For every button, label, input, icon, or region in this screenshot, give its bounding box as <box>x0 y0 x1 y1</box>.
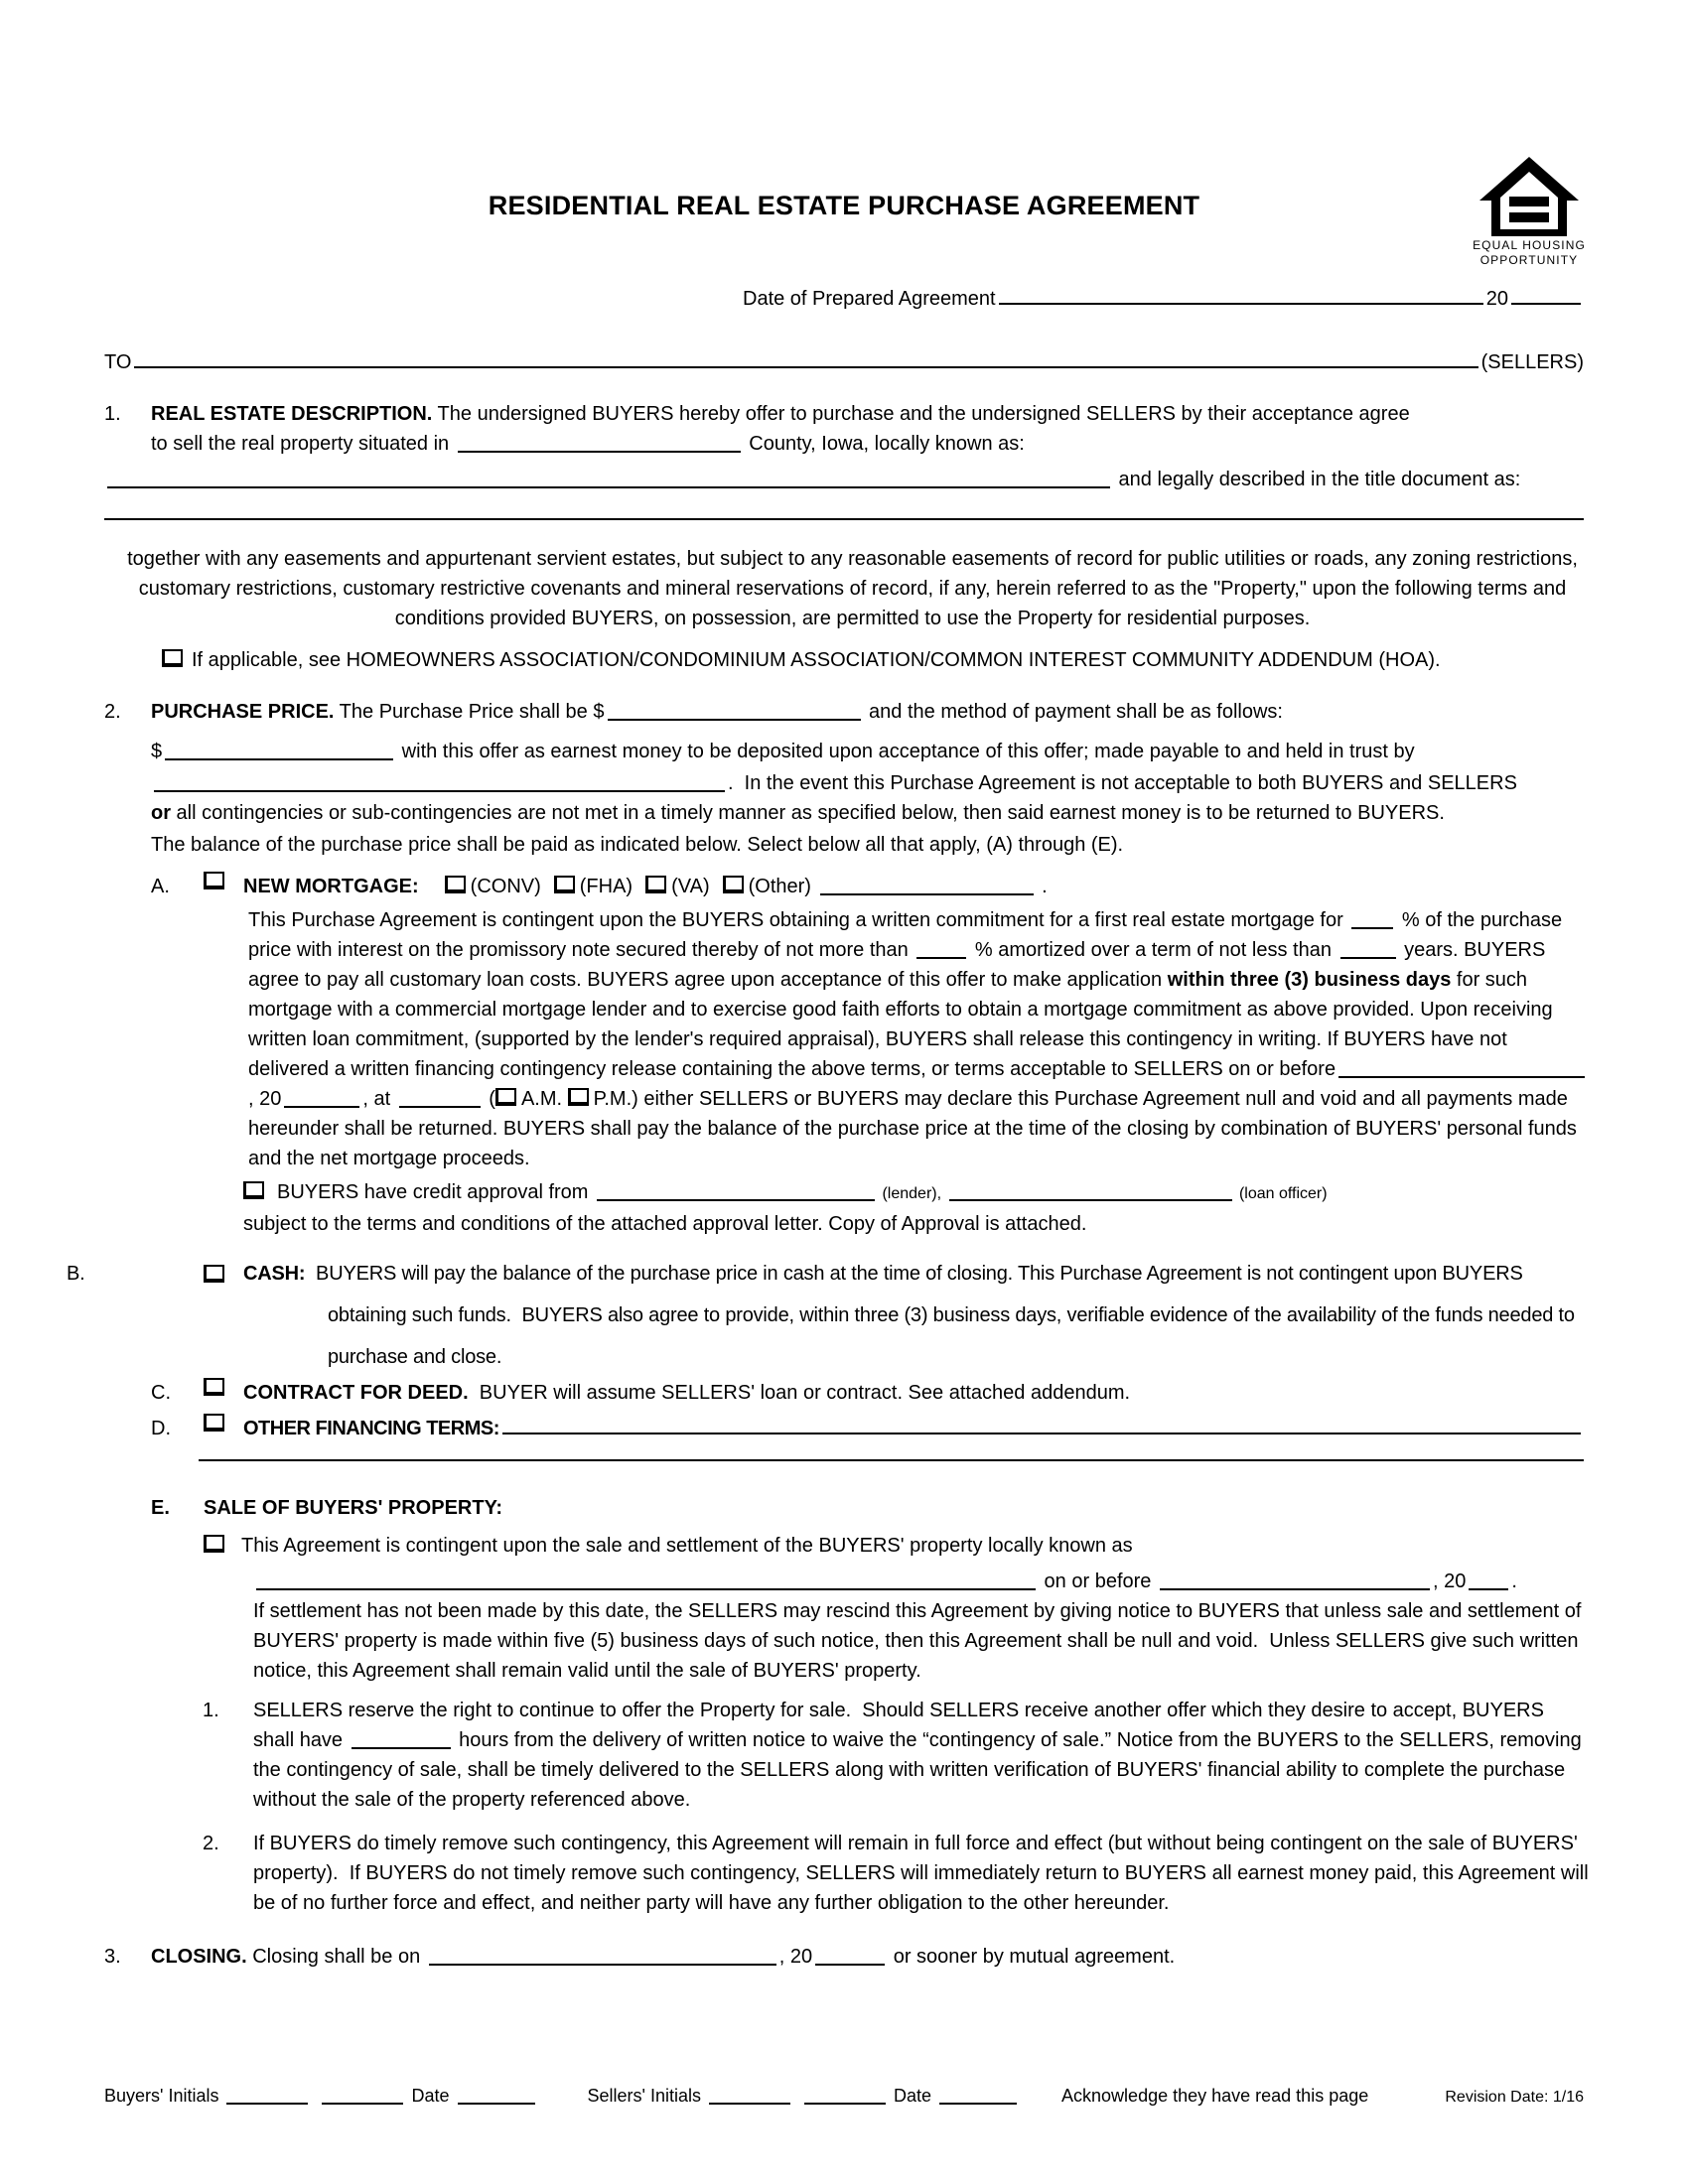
text-run: Date <box>406 2086 455 2106</box>
text-run: (CONV) <box>470 876 541 897</box>
text-run: CLOSING. <box>151 1946 247 1968</box>
equal-housing-house-icon <box>1464 157 1595 238</box>
section-number: 2. <box>104 701 121 723</box>
checkbox-icon[interactable] <box>645 876 666 893</box>
blank-field[interactable] <box>399 1090 481 1108</box>
text-run: and legally described in the title document as: <box>1113 469 1521 490</box>
blank-field[interactable] <box>226 2089 308 2105</box>
text-run: to sell the real property situated in <box>151 433 455 455</box>
text-run: BUYER will assume SELLERS' loan or contract. See attached addendum. <box>468 1382 1131 1404</box>
sub-item-number: 2. <box>203 1833 219 1854</box>
blank-field[interactable] <box>107 471 1110 488</box>
text-run: . <box>1511 1570 1517 1592</box>
text-run: If applicable, see HOMEOWNERS ASSOCIATION/CONDOMINIUM ASSOCIATION/COMMON INTEREST COMMUNITY ADDENDUM (HOA). <box>192 649 1441 671</box>
spacer <box>538 2101 588 2102</box>
text-run: all contingencies or sub-contingencies are not met in a timely manner as specified below, then said earnest money is to be returned to BUYERS. <box>171 802 1445 824</box>
blank-field[interactable] <box>458 2089 535 2105</box>
text-run: hours from the delivery of written notice to waive the “contingency of sale.” Notice from the BUYERS to the SELLERS, removing the contingency of sale, shall be timely delivered to the SELLERS along with written verification of BUYERS' financial ability to complete the purchase without the sale of the property referenced above. <box>253 1729 1582 1811</box>
blank-field[interactable] <box>608 703 861 721</box>
logo-text-line2: OPPORTUNITY <box>1479 253 1579 267</box>
item-letter: D. <box>151 1418 171 1439</box>
text-run: PURCHASE PRICE. <box>151 701 335 723</box>
blank-field[interactable] <box>804 2089 886 2105</box>
text-run: TO <box>104 351 132 373</box>
checkbox-icon[interactable] <box>723 876 744 893</box>
text-run: , at <box>362 1088 396 1110</box>
page-title: RESIDENTIAL REAL ESTATE PURCHASE AGREEMENT <box>488 191 1200 220</box>
blank-field[interactable] <box>134 350 1477 368</box>
blank-field[interactable] <box>1340 941 1396 959</box>
text-run: . In the event this Purchase Agreement is not acceptable to both BUYERS and SELLERS <box>728 772 1517 794</box>
item-e-heading <box>151 1493 1584 1523</box>
text-run: Acknowledge they have read this page <box>1061 2086 1369 2106</box>
text-run: Date <box>889 2086 937 2106</box>
blank-field[interactable] <box>939 2089 1017 2105</box>
page-footer <box>104 2083 1584 2111</box>
checkbox-icon[interactable] <box>162 649 183 667</box>
blank-field[interactable] <box>322 2089 403 2105</box>
text-run: % of the purchase price with interest on the promissory note secured thereby of not more than <box>248 909 1563 961</box>
sub-item-text: If BUYERS do timely remove such contingency, this Agreement will remain in full force and effect (but without being contingent on the sale of BUYERS' property). If BUYERS do not timely remove such contingency, SELLERS will immediately return to BUYERS all earnest money paid, this Agreement will be of no further force and effect, and neither party will have any further obligation to the other hereunder. <box>253 1833 1589 1914</box>
spacer <box>710 891 723 892</box>
text-run: This Agreement is contingent upon the sale and settlement of the BUYERS' property locally known as <box>241 1535 1133 1557</box>
item-d-line <box>151 1414 1584 1443</box>
text-run: on or before <box>1039 1570 1157 1592</box>
text-run: County, Iowa, locally known as: <box>743 433 1025 455</box>
spacer <box>1020 2101 1061 2102</box>
text-run: with this offer as earnest money to be deposited upon acceptance of this offer; made payable to and held in trust by <box>396 741 1415 762</box>
section-2-line2 <box>151 737 1584 766</box>
blank-field[interactable] <box>597 1183 875 1201</box>
text-run: % amortized over a term of not less than <box>969 939 1337 961</box>
text-run: for such mortgage with a commercial mortgage lender and to exercise good faith efforts to obtain a mortgage commitment as above provided. Upon receiving written loan commitment, (supported by the lender's required appraisal), BUYERS shall release this contingency in writing. If BUYERS have not delivered a written financing contingency release containing the above terms, or terms acceptable to SELLERS on or before <box>248 969 1553 1080</box>
text-run: (loan officer) <box>1234 1185 1328 1202</box>
footer-initials-line <box>104 2083 1368 2109</box>
blank-field[interactable] <box>284 1090 359 1108</box>
item-letter: A. <box>151 876 170 897</box>
text-run: Date of Prepared Agreement <box>743 288 996 310</box>
item-c-line <box>151 1378 1584 1408</box>
spacer <box>311 2101 319 2102</box>
text-run: , 20 <box>778 1946 813 1968</box>
blank-field[interactable] <box>1338 1060 1585 1078</box>
text-run: or sooner by mutual agreement. <box>888 1946 1176 1968</box>
blank-field[interactable] <box>999 287 1483 305</box>
text-run: SELLERS reserve the right to continue to offer the Property for sale. Should SELLERS receive another offer which they desire to accept, BUYERS shall have <box>253 1700 1544 1751</box>
blank-field[interactable] <box>256 1572 1036 1590</box>
item-b-paragraph: B. CASH: BUYERS will pay the balance of the purchase price in cash at the time of closing. This Purchase Agreement is not contingent upon BUYERS obtaining such funds. BUYERS also agree to provide, within three (3) business days, verifiable evidence of the availability of the funds needed to purchase and close. <box>67 1263 1575 1368</box>
checkbox-icon[interactable] <box>445 876 466 893</box>
checkbox-icon[interactable] <box>204 1378 224 1396</box>
text-run: , 20 <box>248 1088 282 1110</box>
item-a-paragraph <box>248 905 1589 1173</box>
text-run: The balance of the purchase price shall be paid as indicated below. Select below all that apply, (A) through (E). <box>151 834 1124 856</box>
blank-field[interactable] <box>165 743 393 760</box>
blank-field[interactable] <box>429 1948 776 1966</box>
text-run: CASH: <box>243 1263 306 1285</box>
text-run: within three (3) business days <box>1167 969 1452 991</box>
blank-field[interactable] <box>815 1948 885 1966</box>
text-run: and the method of payment shall be as follows: <box>863 701 1283 723</box>
spacer <box>419 891 445 892</box>
text-run: (lender), <box>878 1185 946 1202</box>
spacer <box>269 1197 277 1198</box>
text-run: ( <box>483 1088 495 1110</box>
checkbox-icon[interactable] <box>204 1414 224 1432</box>
text-run: (VA) <box>671 876 710 897</box>
credit-approval-line <box>243 1177 1584 1209</box>
blank-field[interactable] <box>820 878 1034 895</box>
spacer <box>541 891 554 892</box>
text-run: (SELLERS) <box>1480 351 1584 373</box>
item-letter: C. <box>151 1382 171 1404</box>
checkbox-icon[interactable] <box>243 1181 264 1199</box>
checkbox-icon[interactable] <box>568 1088 589 1106</box>
checkbox-icon[interactable] <box>554 876 575 893</box>
text-run: BUYERS have credit approval from <box>277 1181 595 1203</box>
item-a-heading-line <box>151 872 1584 901</box>
hoa-addendum-line <box>162 645 1584 675</box>
section-2-heading-line <box>104 697 1584 727</box>
item-e-settlement-paragraph: If settlement has not been made by this date, the SELLERS may rescind this Agreement by giving notice to BUYERS that unless sale and settlement of BUYERS' property is made within five (5) business days of such notice, then this Agreement shall be null and void. Unless SELLERS give such written notice, this Agreement shall remain valid until the sale of BUYERS' property. <box>253 1600 1582 1682</box>
blank-field[interactable] <box>709 2089 790 2105</box>
legal-description-line <box>104 465 1584 494</box>
blank-field[interactable] <box>1351 911 1393 929</box>
item-e-sub1-paragraph <box>203 1696 1589 1815</box>
item-e-known-as-line <box>253 1567 1584 1596</box>
text-run: or <box>151 802 171 824</box>
text-run: Sellers' Initials <box>587 2086 706 2106</box>
spacer <box>633 891 645 892</box>
text-run: BUYERS will pay the balance of the purchase price in cash at the time of closing. This Purchase Agreement is not contingent upon BUYERS obtaining such funds. BUYERS also agree to provide, within three (3) business days, verifiable evidence of the availability of the funds needed to purchase and close. <box>305 1263 1575 1368</box>
spacer <box>229 1551 241 1552</box>
legal-description-blank-line[interactable] <box>104 518 1584 520</box>
text-run: CONTRACT FOR DEED. <box>243 1382 469 1404</box>
text-run: $ <box>151 741 163 762</box>
blank-field[interactable] <box>1160 1572 1430 1590</box>
section-1-heading-line <box>104 399 1584 429</box>
section-3-line <box>104 1942 1584 1972</box>
text-run: , 20 <box>1432 1570 1467 1592</box>
text-run: 20 <box>1485 288 1508 310</box>
blank-field[interactable] <box>502 1417 1581 1434</box>
checkbox-icon[interactable] <box>204 872 224 889</box>
spacer <box>793 2101 801 2102</box>
section-1-line2 <box>151 429 1584 459</box>
text-run: The undersigned BUYERS hereby offer to purchase and the undersigned SELLERS by their acceptance agree <box>432 403 1410 425</box>
blank-field[interactable] <box>352 1731 451 1749</box>
to-sellers-line <box>104 347 1584 377</box>
blank-field[interactable] <box>949 1183 1232 1201</box>
credit-approval-line2: subject to the terms and conditions of the attached approval letter. Copy of Approval is attached. <box>243 1213 1087 1235</box>
item-e-heading-label: SALE OF BUYERS' PROPERTY: <box>204 1497 503 1519</box>
text-run: A.M. <box>520 1088 568 1110</box>
text-run: (FHA) <box>579 876 633 897</box>
equal-housing-logo <box>1464 157 1595 268</box>
section-2-line4 <box>151 798 1584 828</box>
text-run: The Purchase Price shall be $ <box>334 701 605 723</box>
together-with-paragraph: together with any easements and appurtenant servient estates, but subject to any reasonable easements of record for public utilities or roads, any zoning restrictions, customary restrictions, customary restrictive covenants and mineral reservations of record, if any, herein referred to as the "Property," upon the following terms and conditions provided BUYERS, on possession, are permitted to use the Property for residential purposes. <box>127 548 1578 629</box>
blank-field[interactable] <box>1511 287 1581 305</box>
text-run: NEW MORTGAGE: <box>243 876 419 897</box>
blank-field[interactable] <box>154 774 725 792</box>
item-letter: E. <box>151 1497 170 1519</box>
other-financing-blank-line[interactable] <box>199 1459 1584 1461</box>
text-run: P.M.) either SELLERS or BUYERS may declare this Purchase Agreement null and void and all payments made hereunder shall be returned. BUYERS shall pay the balance of the purchase price at the time of the closing by combination of BUYERS' personal funds and the net mortgage proceeds. <box>248 1088 1577 1169</box>
text-run: OTHER FINANCING TERMS: <box>243 1418 499 1439</box>
blank-field[interactable] <box>458 435 741 453</box>
section-2-line3 <box>151 768 1584 798</box>
checkbox-icon[interactable] <box>204 1265 224 1283</box>
logo-text-line1: EQUAL HOUSING <box>1473 238 1586 252</box>
text-run: Buyers' Initials <box>104 2086 224 2106</box>
sub-item-number: 1. <box>203 1700 219 1721</box>
blank-field[interactable] <box>916 941 966 959</box>
section-number: 1. <box>104 403 121 425</box>
text-run: . <box>1036 876 1048 897</box>
checkbox-icon[interactable] <box>495 1088 516 1106</box>
item-e-sub2-paragraph <box>203 1829 1589 1918</box>
checkbox-icon[interactable] <box>204 1535 224 1553</box>
item-e-contingent-line <box>204 1531 1584 1561</box>
revision-date: Revision Date: 1/16 <box>1445 2089 1584 2106</box>
section-2-line5 <box>151 830 1584 860</box>
text-run: (Other) <box>748 876 817 897</box>
section-number: 3. <box>104 1946 121 1968</box>
text-run: This Purchase Agreement is contingent upon the BUYERS obtaining a written commitment for a first real estate mortgage for <box>248 909 1349 931</box>
text-run: Closing shall be on <box>246 1946 426 1968</box>
blank-field[interactable] <box>1469 1572 1508 1590</box>
date-prepared-line <box>743 284 1584 314</box>
text-run: REAL ESTATE DESCRIPTION. <box>151 403 433 425</box>
text-run: years. BUYERS agree to pay all customary loan costs. BUYERS agree upon acceptance of this offer to make application <box>248 939 1546 991</box>
